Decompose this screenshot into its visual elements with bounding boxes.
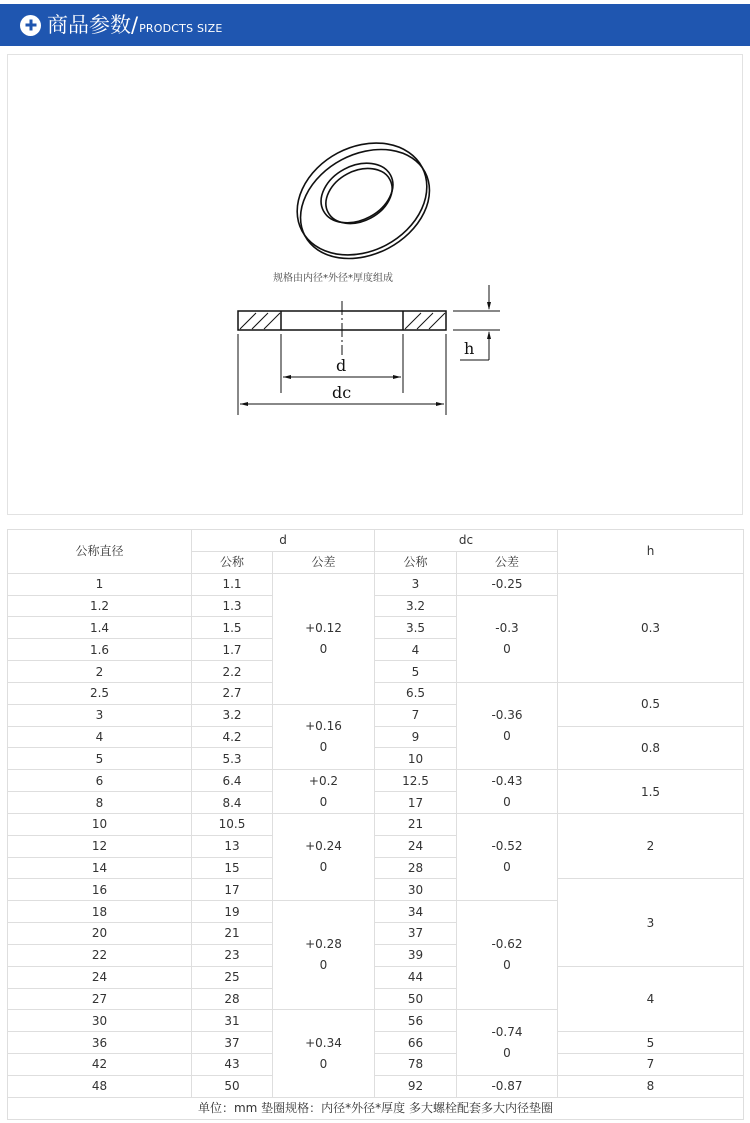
cell-d-nominal: 1.3 <box>192 595 273 617</box>
tolerance-upper: -0.74 <box>491 1024 523 1039</box>
tolerance-lower: 0 <box>319 740 328 755</box>
cell-d-nominal: 1.5 <box>192 617 273 639</box>
cell-nominal-diameter: 5 <box>8 748 192 770</box>
cell-nominal-diameter: 3 <box>8 704 192 726</box>
table-row <box>8 573 744 595</box>
tolerance-lower: 0 <box>503 1045 511 1060</box>
cell-h: 1.5 <box>558 770 744 814</box>
header-d-tolerance: 公差 <box>273 551 375 573</box>
diagram-caption: 规格由内径*外径*厚度组成 <box>273 273 393 284</box>
table-row <box>8 682 744 704</box>
cell-d-tolerance <box>273 813 375 900</box>
cell-dc-nominal: 6.5 <box>375 682 457 704</box>
table-row <box>8 879 744 901</box>
table-row <box>8 813 744 835</box>
tolerance-lower: 0 <box>319 1056 328 1071</box>
table-footer-note: 单位：mm 垫圈规格：内径*外径*厚度 多大螺栓配套多大内径垫圈 <box>8 1097 744 1119</box>
title-separator: / <box>131 12 139 37</box>
header-dc: dc <box>375 530 558 552</box>
cell-nominal-diameter: 8 <box>8 792 192 814</box>
label-dc: dc <box>332 383 352 402</box>
cell-nominal-diameter: 18 <box>8 901 192 923</box>
cell-h: 4 <box>558 966 744 1031</box>
cell-dc-tolerance <box>457 1010 558 1075</box>
cell-d-nominal: 15 <box>192 857 273 879</box>
cell-nominal-diameter: 20 <box>8 923 192 945</box>
cell-d-nominal: 2.7 <box>192 682 273 704</box>
washer-spec-table <box>7 529 744 1120</box>
table-row <box>8 966 744 988</box>
cell-h: 0.3 <box>558 573 744 682</box>
cell-dc-nominal: 39 <box>375 944 457 966</box>
cell-dc-nominal: 5 <box>375 661 457 683</box>
cell-nominal-diameter: 10 <box>8 813 192 835</box>
cell-nominal-diameter: 6 <box>8 770 192 792</box>
table-row <box>8 726 744 748</box>
cell-dc-tolerance <box>457 682 558 769</box>
cell-d-nominal: 1.7 <box>192 639 273 661</box>
tolerance-upper: +0.16 <box>305 719 342 734</box>
table-row <box>8 1032 744 1054</box>
cell-dc-tolerance <box>457 901 558 1010</box>
cell-d-nominal: 2.2 <box>192 661 273 683</box>
cell-h: 0.5 <box>558 682 744 726</box>
header-nominal-diameter: 公称直径 <box>8 530 192 574</box>
cell-dc-nominal: 78 <box>375 1054 457 1076</box>
cell-d-nominal: 5.3 <box>192 748 273 770</box>
cell-d-nominal: 6.4 <box>192 770 273 792</box>
cell-nominal-diameter: 16 <box>8 879 192 901</box>
cell-dc-tolerance <box>457 770 558 814</box>
cell-nominal-diameter: 12 <box>8 835 192 857</box>
tolerance-upper: +0.2 <box>308 773 339 788</box>
cell-h: 7 <box>558 1054 744 1076</box>
washer-drawing <box>8 55 744 516</box>
label-h: h <box>464 339 475 358</box>
cell-h: 2 <box>558 813 744 878</box>
header-dc-tolerance: 公差 <box>457 551 558 573</box>
cell-dc-nominal: 3.5 <box>375 617 457 639</box>
cell-dc-nominal: 66 <box>375 1032 457 1054</box>
section-title: 商品参数 <box>47 12 131 37</box>
cell-dc-nominal: 56 <box>375 1010 457 1032</box>
header-d-nominal: 公称 <box>192 551 273 573</box>
cell-nominal-diameter: 48 <box>8 1075 192 1097</box>
tolerance-upper: -0.43 <box>491 773 523 788</box>
tolerance-lower: 0 <box>503 729 511 744</box>
cell-nominal-diameter: 1.4 <box>8 617 192 639</box>
cell-dc-nominal: 9 <box>375 726 457 748</box>
section-subtitle: PRODCTS SIZE <box>139 21 223 35</box>
cell-d-nominal: 31 <box>192 1010 273 1032</box>
cell-d-tolerance <box>273 901 375 1010</box>
cell-dc-nominal: 92 <box>375 1075 457 1097</box>
cell-dc-tolerance <box>457 1075 558 1097</box>
cell-d-nominal: 37 <box>192 1032 273 1054</box>
cell-dc-nominal: 28 <box>375 857 457 879</box>
cell-h: 0.8 <box>558 726 744 770</box>
cell-d-nominal: 1.1 <box>192 573 273 595</box>
tolerance-upper: +0.24 <box>305 839 342 854</box>
cell-d-nominal: 10.5 <box>192 813 273 835</box>
cell-dc-nominal: 7 <box>375 704 457 726</box>
tolerance-lower: 0 <box>319 860 328 875</box>
cell-dc-tolerance <box>457 573 558 595</box>
cell-dc-nominal: 12.5 <box>375 770 457 792</box>
cell-nominal-diameter: 4 <box>8 726 192 748</box>
tolerance-upper: -0.87 <box>491 1078 523 1093</box>
cell-d-tolerance <box>273 704 375 769</box>
cell-d-nominal: 19 <box>192 901 273 923</box>
cell-nominal-diameter: 36 <box>8 1032 192 1054</box>
tolerance-lower: 0 <box>319 958 328 973</box>
tolerance-upper: -0.3 <box>495 620 519 635</box>
cell-nominal-diameter: 22 <box>8 944 192 966</box>
label-d: d <box>336 356 347 375</box>
tolerance-lower: 0 <box>319 794 328 809</box>
cell-dc-nominal: 3.2 <box>375 595 457 617</box>
tolerance-upper: -0.25 <box>491 576 523 591</box>
tolerance-upper: -0.62 <box>491 937 523 952</box>
cell-nominal-diameter: 1.2 <box>8 595 192 617</box>
cell-d-nominal: 23 <box>192 944 273 966</box>
cell-nominal-diameter: 42 <box>8 1054 192 1076</box>
cell-h: 8 <box>558 1075 744 1097</box>
cell-dc-nominal: 50 <box>375 988 457 1010</box>
cell-nominal-diameter: 2 <box>8 661 192 683</box>
table-body <box>8 573 744 1097</box>
cell-d-nominal: 28 <box>192 988 273 1010</box>
header-dc-nominal: 公称 <box>375 551 457 573</box>
washer-diagram <box>7 54 743 515</box>
cell-dc-nominal: 34 <box>375 901 457 923</box>
cell-dc-nominal: 4 <box>375 639 457 661</box>
header-h: h <box>558 530 744 574</box>
cell-d-tolerance <box>273 770 375 814</box>
tolerance-upper: +0.12 <box>305 620 342 635</box>
cell-dc-nominal: 37 <box>375 923 457 945</box>
plus-circle-icon <box>20 15 41 36</box>
cell-d-nominal: 50 <box>192 1075 273 1097</box>
cell-d-nominal: 25 <box>192 966 273 988</box>
tolerance-lower: 0 <box>503 794 511 809</box>
tolerance-upper: -0.36 <box>491 708 523 723</box>
cell-dc-nominal: 21 <box>375 813 457 835</box>
tolerance-upper: +0.28 <box>305 937 342 952</box>
table-row <box>8 1075 744 1097</box>
cell-dc-tolerance <box>457 813 558 900</box>
tolerance-upper: -0.52 <box>491 839 523 854</box>
header-d: d <box>192 530 375 552</box>
cell-nominal-diameter: 1.6 <box>8 639 192 661</box>
cell-dc-nominal: 24 <box>375 835 457 857</box>
cell-d-nominal: 4.2 <box>192 726 273 748</box>
cell-d-tolerance <box>273 573 375 704</box>
cell-nominal-diameter: 30 <box>8 1010 192 1032</box>
tolerance-lower: 0 <box>503 860 511 875</box>
table-row <box>8 1054 744 1076</box>
cell-dc-nominal: 3 <box>375 573 457 595</box>
tolerance-lower: 0 <box>503 641 511 656</box>
cell-d-nominal: 17 <box>192 879 273 901</box>
cell-d-nominal: 43 <box>192 1054 273 1076</box>
cell-nominal-diameter: 2.5 <box>8 682 192 704</box>
cell-d-nominal: 3.2 <box>192 704 273 726</box>
cell-d-tolerance <box>273 1010 375 1097</box>
cell-dc-nominal: 17 <box>375 792 457 814</box>
table-header <box>8 530 744 574</box>
tolerance-lower: 0 <box>503 958 511 973</box>
cell-nominal-diameter: 14 <box>8 857 192 879</box>
cell-nominal-diameter: 24 <box>8 966 192 988</box>
cell-d-nominal: 8.4 <box>192 792 273 814</box>
cell-nominal-diameter: 1 <box>8 573 192 595</box>
cell-dc-nominal: 10 <box>375 748 457 770</box>
section-header-banner <box>0 4 750 46</box>
cell-dc-nominal: 30 <box>375 879 457 901</box>
cell-d-nominal: 21 <box>192 923 273 945</box>
cell-dc-nominal: 44 <box>375 966 457 988</box>
tolerance-lower: 0 <box>319 641 328 656</box>
cell-d-nominal: 13 <box>192 835 273 857</box>
tolerance-upper: +0.34 <box>305 1035 342 1050</box>
cell-dc-tolerance <box>457 595 558 682</box>
cell-h: 3 <box>558 879 744 966</box>
cell-h: 5 <box>558 1032 744 1054</box>
cell-nominal-diameter: 27 <box>8 988 192 1010</box>
table-row <box>8 770 744 792</box>
